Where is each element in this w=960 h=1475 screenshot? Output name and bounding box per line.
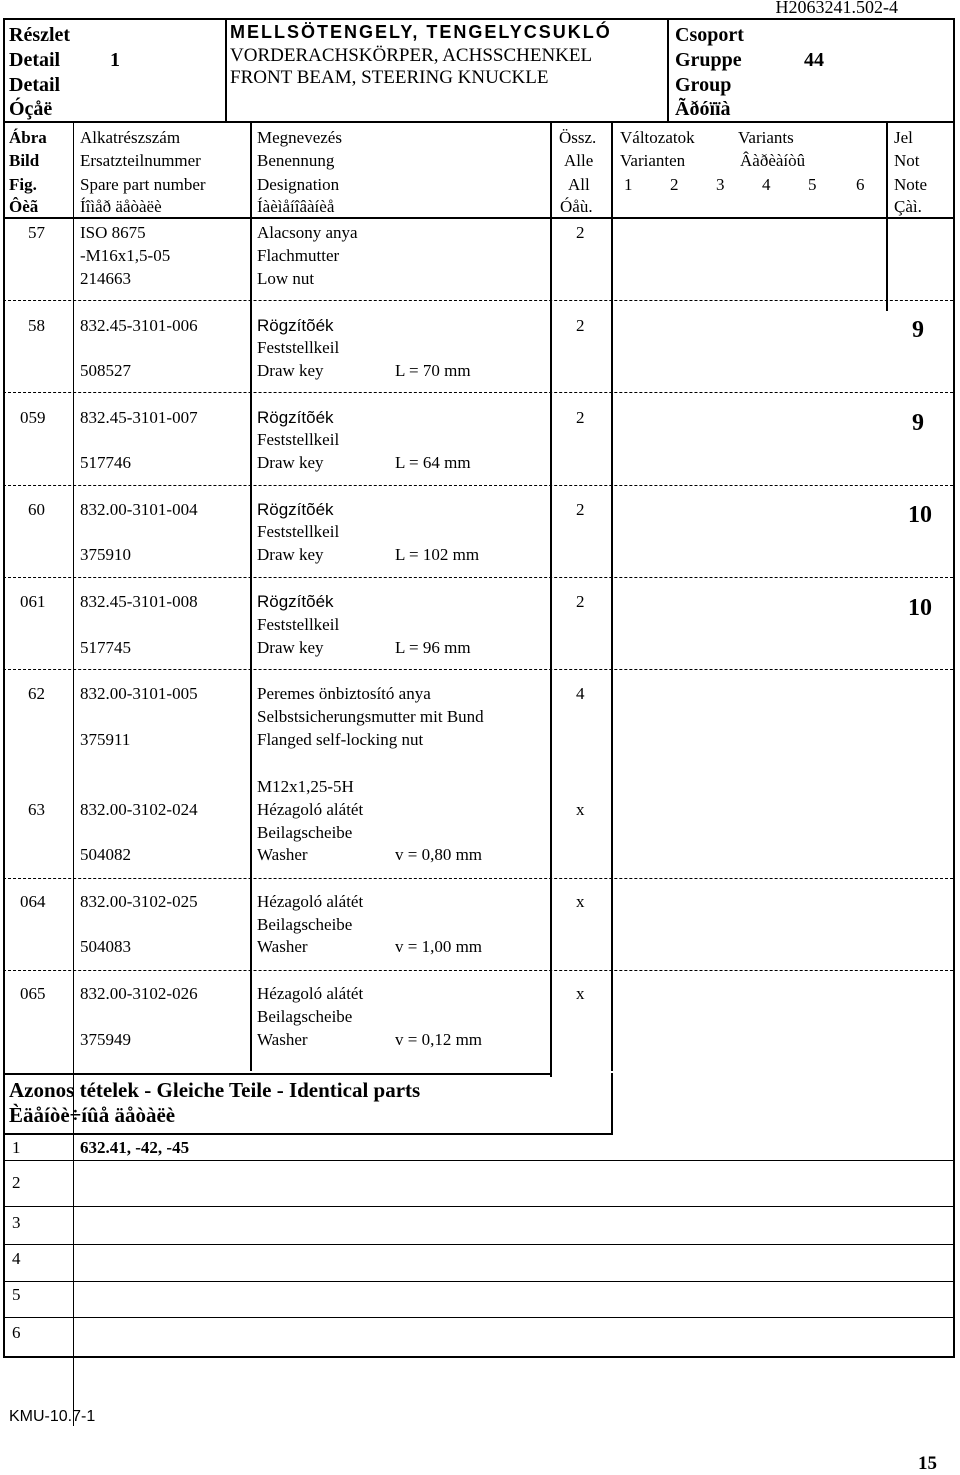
identical-row-rule [3, 1317, 953, 1318]
row-note: 9 [912, 410, 924, 436]
row-part-code: 517746 [80, 453, 131, 472]
col-part-ru: Íîìåð äåòàëè [80, 197, 162, 216]
row-fig: 061 [20, 592, 46, 611]
row-fig: 059 [20, 408, 46, 427]
row-dimension: v = 0,12 mm [395, 1030, 483, 1049]
row-name-en: Draw key [257, 545, 324, 564]
row-name-hu: Rögzítõék [257, 408, 334, 427]
row-part: -M16x1,5-05 [80, 246, 171, 265]
group-label-de: Gruppe [675, 49, 742, 71]
section-label-hu: Részlet [9, 24, 71, 46]
section-number: 1 [110, 49, 120, 71]
row-qty: 4 [576, 684, 585, 703]
row-qty: 2 [576, 592, 585, 611]
col-note-de: Not [894, 151, 920, 170]
row-part: 832.45-3101-007 [80, 408, 198, 427]
col-variants-en: Variants [738, 128, 794, 147]
col-part-hu: Alkatrészszám [80, 128, 181, 147]
row-name-hu: Rögzítõék [257, 500, 334, 519]
identical-title: Azonos tételek - Gleiche Teile - Identical parts [9, 1078, 421, 1102]
col-line-name [550, 121, 552, 1077]
group-label-ru: Ãðóïïà [675, 98, 731, 120]
row-name-de: Beilagscheibe [257, 823, 353, 842]
row-name-hu: Alacsony anya [257, 223, 358, 242]
row-separator [3, 669, 953, 670]
row-qty: 2 [576, 223, 585, 242]
row-dimension: v = 1,00 mm [395, 937, 483, 956]
title-en: FRONT BEAM, STEERING KNUCKLE [230, 67, 549, 88]
footer-code: KMU-10.7-1 [9, 1408, 96, 1425]
row-fig: 60 [28, 500, 45, 519]
variant-4: 4 [762, 175, 771, 194]
col-variants-ru: Âàðèàíòû [740, 151, 806, 170]
row-fig: 62 [28, 684, 45, 703]
row-part: 832.00-3101-004 [80, 500, 198, 519]
row-qty: 2 [576, 316, 585, 335]
identical-row-number: 3 [12, 1213, 21, 1232]
identical-row-rule [3, 1206, 953, 1207]
row-dimension: L = 70 mm [395, 361, 471, 380]
col-line-part [250, 121, 252, 1071]
row-name-en: Draw key [257, 638, 324, 657]
group-label-hu: Csoport [675, 24, 744, 46]
section-label-de: Detail [9, 49, 61, 71]
row-name-hu: Hézagoló alátét [257, 892, 364, 911]
row-name-de: Feststellkeil [257, 430, 340, 449]
row-thread-spec: M12x1,25-5H [257, 777, 354, 796]
row-name-de: Feststellkeil [257, 522, 340, 541]
identical-title-ru: Èäåíòè÷íûå äåòàëè [9, 1103, 176, 1127]
row-name-de: Feststellkeil [257, 338, 340, 357]
row-fig: 63 [28, 800, 45, 819]
row-qty: x [576, 892, 585, 911]
row-separator [3, 300, 953, 301]
col-note-en: Note [894, 175, 928, 194]
row-name-en: Washer [257, 937, 308, 956]
identical-row-number: 5 [12, 1285, 21, 1304]
row-separator [3, 970, 953, 971]
col-qty-ru: Óåù. [560, 197, 593, 216]
row-dimension: L = 102 mm [395, 545, 480, 564]
row-separator [3, 577, 953, 578]
row-part-code: 517745 [80, 638, 131, 657]
identical-row-rule [3, 1244, 953, 1245]
col-fig-hu: Ábra [9, 128, 47, 147]
col-line-fig [73, 121, 74, 1426]
row-part-code: 375949 [80, 1030, 131, 1049]
row-name-en: Washer [257, 845, 308, 864]
row-part-code: 375911 [80, 730, 131, 749]
row-name-hu: Rögzítõék [257, 592, 334, 611]
row-part: 832.45-3101-008 [80, 592, 198, 611]
header-divider-1 [225, 18, 227, 121]
row-separator [3, 485, 953, 486]
row-fig: 064 [20, 892, 46, 911]
row-name-en: Draw key [257, 453, 324, 472]
row-part: 832.00-3102-024 [80, 800, 198, 819]
title-hu: MELLSÖTENGELY, TENGELYCSUKLÓ [230, 22, 612, 42]
row-fig: 57 [28, 223, 45, 242]
row-qty: 2 [576, 500, 585, 519]
section-label-ru: Óçåë [9, 98, 53, 120]
row-name-hu: Hézagoló alátét [257, 800, 364, 819]
variant-6: 6 [856, 175, 865, 194]
row-separator [3, 392, 953, 393]
header-rule [3, 121, 953, 123]
identical-row-text: 632.41, -42, -45 [80, 1138, 190, 1157]
page-number: 15 [918, 1453, 937, 1474]
identical-row-rule [3, 1281, 953, 1282]
row-part-code: 375910 [80, 545, 131, 564]
row-qty: x [576, 984, 585, 1003]
row-qty: 2 [576, 408, 585, 427]
col-qty-hu: Össz. [559, 128, 597, 147]
group-label-en: Group [675, 74, 732, 96]
identical-row-number: 6 [12, 1323, 21, 1342]
section-label-en: Detail [9, 74, 61, 96]
col-qty-en: All [568, 175, 590, 194]
row-part: 832.00-3102-026 [80, 984, 198, 1003]
row-part: ISO 8675 [80, 223, 146, 242]
variant-2: 2 [670, 175, 679, 194]
variant-3: 3 [716, 175, 725, 194]
row-part: 832.00-3101-005 [80, 684, 198, 703]
col-name-en: Designation [257, 175, 340, 194]
row-name-de: Feststellkeil [257, 615, 340, 634]
row-note: 10 [908, 502, 932, 528]
row-dimension: v = 0,80 mm [395, 845, 483, 864]
col-qty-de: Alle [564, 151, 594, 170]
group-number: 44 [804, 49, 824, 71]
identical-row-rule [3, 1160, 953, 1161]
row-part: 832.00-3102-025 [80, 892, 198, 911]
row-part: 832.45-3101-006 [80, 316, 198, 335]
row-dimension: L = 96 mm [395, 638, 471, 657]
row-name-hu: Hézagoló alátét [257, 984, 364, 1003]
col-line-variants [886, 121, 888, 311]
row-name-en: Washer [257, 1030, 308, 1049]
row-part-code: 504083 [80, 937, 131, 956]
row-name-en: Flanged self-locking nut [257, 730, 424, 749]
row-name-de: Selbstsicherungsmutter mit Bund [257, 707, 484, 726]
row-qty: x [576, 800, 585, 819]
row-name-en: Low nut [257, 269, 315, 288]
row-name-de: Beilagscheibe [257, 915, 353, 934]
col-part-de: Ersatzteilnummer [80, 151, 201, 170]
row-part-code: 214663 [80, 269, 131, 288]
identical-row-number: 2 [12, 1173, 21, 1192]
row-separator [3, 878, 953, 879]
row-name-de: Flachmutter [257, 246, 340, 265]
col-variants-de: Varianten [620, 151, 686, 170]
variant-5: 5 [808, 175, 817, 194]
variant-1: 1 [624, 175, 633, 194]
row-fig: 065 [20, 984, 46, 1003]
col-name-de: Benennung [257, 151, 335, 170]
row-note: 9 [912, 317, 924, 343]
col-fig-en: Fig. [9, 175, 37, 194]
row-fig: 58 [28, 316, 45, 335]
title-de: VORDERACHSKÖRPER, ACHSSCHENKEL [230, 45, 593, 66]
col-note-ru: Çàì. [894, 197, 922, 216]
row-name-en: Draw key [257, 361, 324, 380]
col-note-hu: Jel [894, 128, 913, 147]
identical-row-number: 4 [12, 1249, 21, 1268]
identical-row-number: 1 [12, 1138, 21, 1157]
col-line-qty [611, 121, 613, 1071]
document-code: H2063241.502-4 [775, 0, 898, 17]
row-name-hu: Peremes önbiztosító anya [257, 684, 431, 703]
col-name-hu: Megnevezés [257, 128, 342, 147]
row-part-code: 508527 [80, 361, 131, 380]
header-divider-2 [667, 18, 669, 121]
row-name-hu: Rögzítõék [257, 316, 334, 335]
col-fig-de: Bild [9, 151, 40, 170]
row-part-code: 504082 [80, 845, 131, 864]
row-note: 10 [908, 595, 932, 621]
row-name-de: Beilagscheibe [257, 1007, 353, 1026]
col-part-en: Spare part number [80, 175, 206, 194]
col-fig-ru: Ôèã [9, 197, 39, 216]
row-dimension: L = 64 mm [395, 453, 471, 472]
col-variants-hu: Változatok [620, 128, 695, 147]
col-name-ru: Íàèìåíîâàíèå [257, 197, 335, 216]
